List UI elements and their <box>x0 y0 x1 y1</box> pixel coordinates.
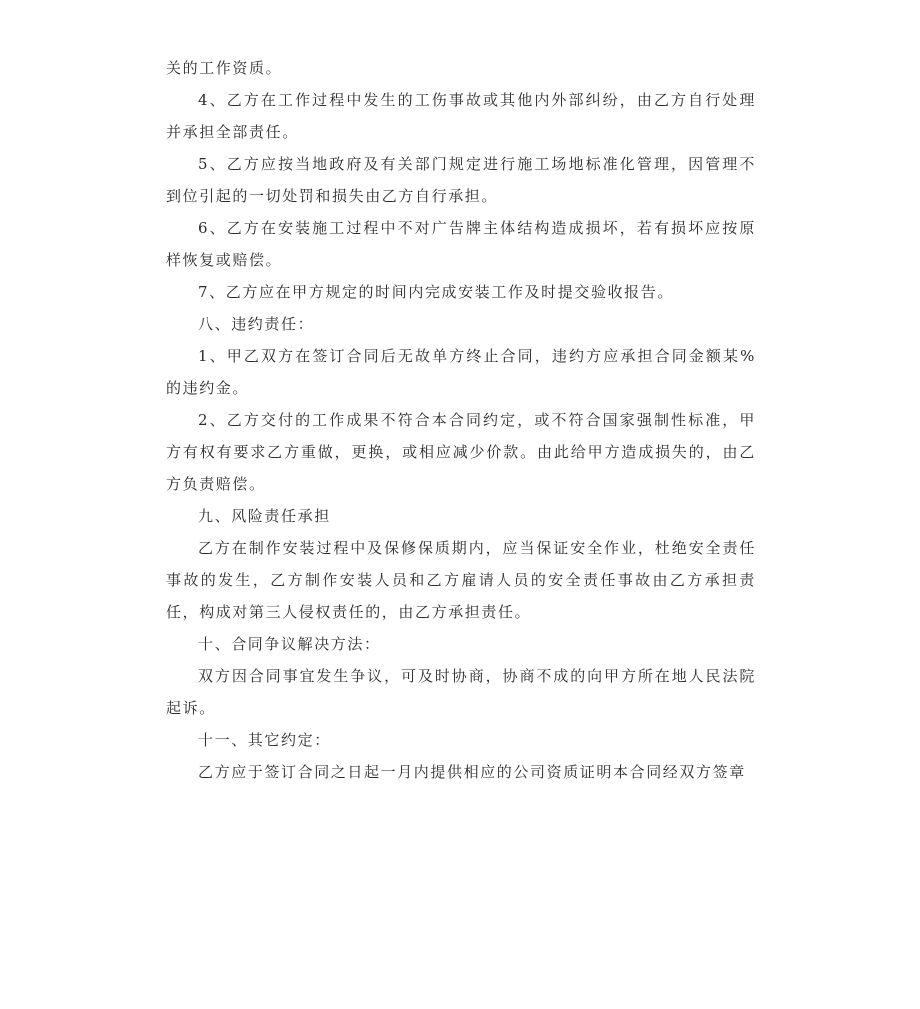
paragraph-continuation: 关的工作资质。 <box>166 59 283 77</box>
section-heading-liability: 八、违约责任： <box>198 315 315 333</box>
paragraph-clause-6: 6、乙方在安装施工过程中不对广告牌主体结构造成损坏，若有损坏应按原样恢复或赔偿。 <box>166 219 756 269</box>
section-heading-other: 十一、其它约定： <box>198 731 331 749</box>
paragraph-dispute: 双方因合同事宜发生争议，可及时协商，协商不成的向甲方所在地人民法院起诉。 <box>166 667 756 717</box>
paragraph-other: 乙方应于签订合同之日起一月内提供相应的公司资质证明本合同经双方签章 <box>198 763 746 781</box>
paragraph-liability-2: 2、乙方交付的工作成果不符合本合同约定，或不符合国家强制性标准，甲方有权有要求乙方重做，更换，或相应减少价款。由此给甲方造成损失的，由乙方负责赔偿。 <box>166 411 756 493</box>
paragraph-liability-1: 1、甲乙双方在签订合同后无故单方终止合同，违约方应承担合同金额某%的违约金。 <box>166 347 756 397</box>
paragraph-risk: 乙方在制作安装过程中及保修保质期内，应当保证安全作业，杜绝安全责任事故的发生，乙方制作安装人员和乙方雇请人员的安全责任事故由乙方承担责任，构成对第三人侵权责任的，由乙方承担责任。 <box>166 539 756 621</box>
paragraph-clause-7: 7、乙方应在甲方规定的时间内完成安装工作及时提交验收报告。 <box>198 283 674 301</box>
document-body <box>166 52 756 788</box>
paragraph-clause-4: 4、乙方在工作过程中发生的工伤事故或其他内外部纠纷，由乙方自行处理并承担全部责任。 <box>166 91 756 141</box>
section-heading-dispute: 十、合同争议解决方法： <box>198 635 381 653</box>
section-heading-risk: 九、风险责任承担 <box>198 507 331 525</box>
paragraph-clause-5: 5、乙方应按当地政府及有关部门规定进行施工场地标准化管理，因管理不到位引起的一切处罚和损失由乙方自行承担。 <box>166 155 756 205</box>
